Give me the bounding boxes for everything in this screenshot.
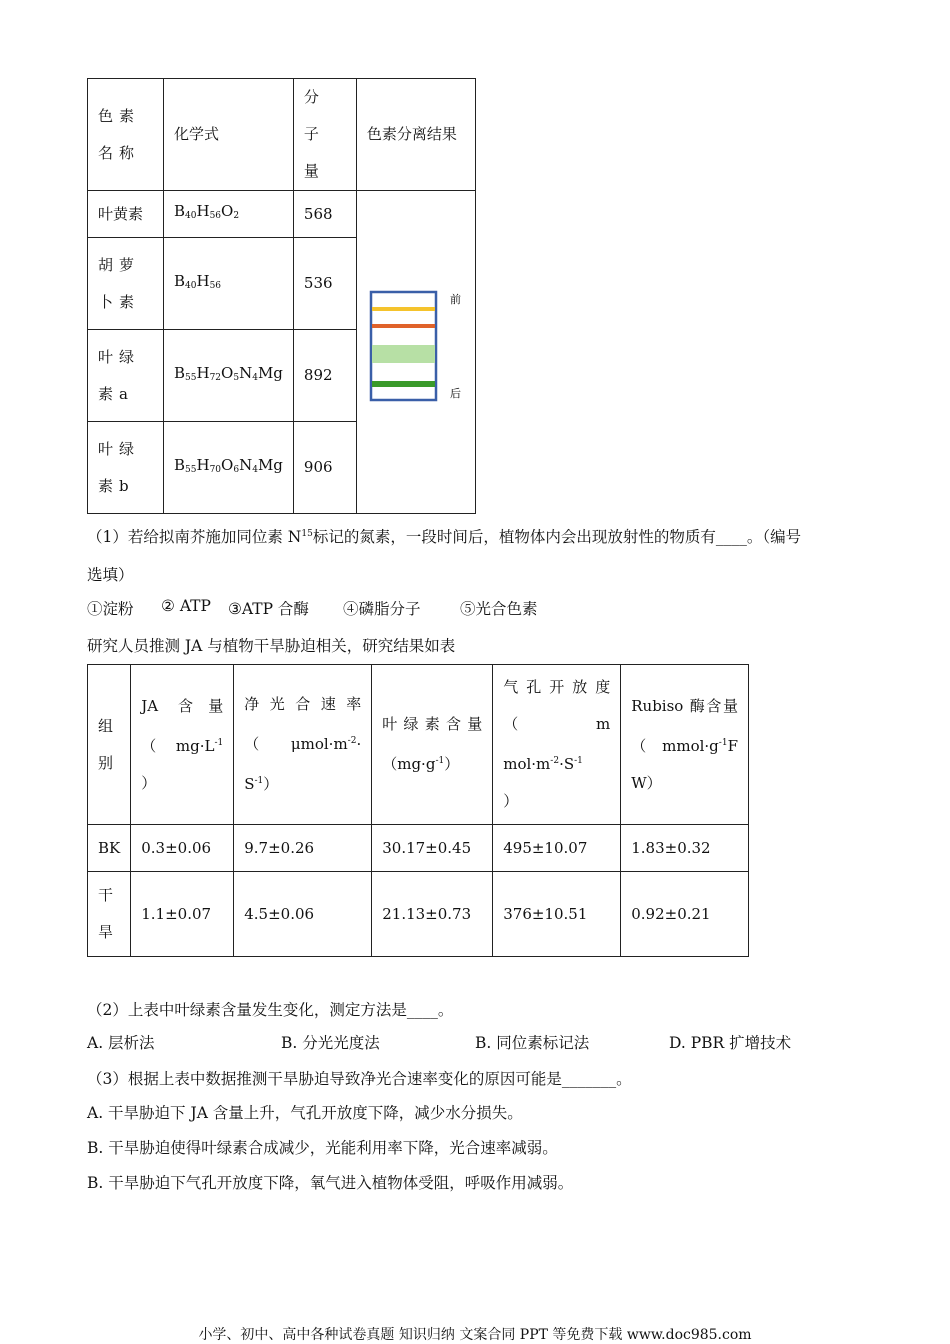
q3-option: B. 干旱胁迫使得叶绿素合成减少，光能利用率下降，光合速率减弱。 <box>87 1139 558 1157</box>
drought-table <box>87 664 749 957</box>
f: 56 <box>209 211 222 221</box>
header-pn <box>234 665 372 825</box>
q2-option: D. PBR 扩增技术 <box>669 1034 792 1052</box>
band-carotene <box>372 324 435 328</box>
t: ·S <box>559 755 575 773</box>
cell-rubisco: 1.83±0.32 <box>621 825 749 872</box>
cell-text: 干旱 <box>98 886 114 941</box>
header-text <box>503 743 610 783</box>
f: H <box>196 363 210 382</box>
t: ） <box>263 775 279 793</box>
header-formula: 化学式 <box>164 79 294 191</box>
cell-formula <box>164 422 294 514</box>
f: 6 <box>233 464 240 475</box>
f: 4 <box>252 372 258 383</box>
q3-text: （3）根据上表中数据推测干旱胁迫导致净光合速率变化的原因可能是_______。 <box>87 1070 632 1088</box>
t: （μmol·m <box>244 735 348 753</box>
t: -2 <box>347 736 357 746</box>
table-row <box>88 825 749 872</box>
q2-option: B. 同位素标记法 <box>475 1034 590 1052</box>
f: B <box>174 271 186 290</box>
q1-text: 标记的氮素，一段时间后，植物体内会出现放射性的物质有____。（编号 <box>312 528 802 546</box>
cell-chl: 30.17±0.45 <box>372 825 493 872</box>
cell-gs: 495±10.07 <box>493 825 621 872</box>
f: O <box>221 363 234 382</box>
header-text <box>382 743 482 783</box>
f: 55 <box>185 464 197 475</box>
header-text: ） <box>503 792 519 810</box>
q3-option: B. 干旱胁迫下气孔开放度下降，氧气进入植物体受阻，呼吸作用减弱。 <box>87 1174 574 1192</box>
band-chlorophyll-a <box>372 345 435 363</box>
f: H <box>196 271 210 290</box>
header-text: 色素名称 <box>98 106 141 162</box>
table-header-row <box>88 79 476 191</box>
intro-text: 研究人员推测 JA 与植物干旱胁迫相关，研究结果如表 <box>87 637 456 655</box>
f: N <box>239 363 253 382</box>
f: Mg <box>257 363 283 382</box>
q1-text: （1）若给拟南芥施加同位素 N <box>87 528 302 546</box>
f: 56 <box>209 280 222 291</box>
cell-pn: 9.7±0.26 <box>234 825 372 872</box>
front-label: 前 <box>449 293 461 306</box>
f: 5 <box>233 372 240 383</box>
header-text: W） <box>631 773 662 792</box>
cell-formula <box>164 330 294 422</box>
cell-pigment-name: 叶黄素 <box>88 191 164 238</box>
q1-option: ⑤光合色素 <box>460 600 538 618</box>
back-label: 后 <box>449 387 461 400</box>
table-row <box>88 872 749 957</box>
t: -1 <box>214 737 224 748</box>
f: B <box>174 202 186 220</box>
cell-text: 叶绿素a <box>98 347 141 403</box>
cell-group <box>88 872 131 957</box>
header-text: ） <box>141 773 157 792</box>
page-footer: 小学、初中、高中各种试卷真题 知识归纳 文案合同 PPT 等免费下载 www.doc985.com <box>198 1327 752 1343</box>
table-header-row <box>88 665 749 825</box>
f: 72 <box>209 372 222 383</box>
header-mw <box>293 79 356 191</box>
cell-pigment-name <box>88 330 164 422</box>
header-text <box>244 763 361 803</box>
t: -1 <box>718 737 728 748</box>
t: · <box>356 735 362 753</box>
header-text: Rubiso 酶含量 <box>631 696 738 715</box>
f: 55 <box>185 372 197 383</box>
header-text: 组别 <box>98 716 114 772</box>
f: 40 <box>185 211 197 221</box>
t: （mmol·g <box>631 736 719 755</box>
t: ） <box>444 755 460 773</box>
header-pigment-name <box>88 79 164 191</box>
f: O <box>221 202 234 220</box>
t: -1 <box>435 756 445 766</box>
cell-mw: 536 <box>293 238 356 330</box>
cell-pigment-name <box>88 238 164 330</box>
header-text <box>244 723 361 763</box>
cell-rubisco: 0.92±0.21 <box>621 872 749 957</box>
t: F <box>727 736 738 755</box>
q1-option: ③ATP 合酶 <box>228 600 309 618</box>
q1-option: ④磷脂分子 <box>343 600 421 618</box>
cell-text: 叶绿素b <box>98 439 141 495</box>
cell-ja: 0.3±0.06 <box>131 825 234 872</box>
t: -2 <box>550 756 560 766</box>
f: H <box>196 455 210 474</box>
q1-line-1 <box>87 525 801 547</box>
header-text: 分子量 <box>303 88 333 180</box>
pigment-table <box>87 78 476 514</box>
chromatography-strip <box>357 191 475 513</box>
cell-formula <box>164 238 294 330</box>
t: S <box>244 775 255 793</box>
t: -1 <box>574 756 583 766</box>
f: N <box>239 455 253 474</box>
header-text: JA 含量 <box>141 696 224 715</box>
f: B <box>174 363 186 382</box>
header-text: 净光合速率 <box>244 695 362 713</box>
q1-option: ①淀粉 <box>87 600 134 618</box>
cell-mw: 906 <box>293 422 356 514</box>
f: 4 <box>252 464 258 475</box>
band-lutein <box>372 307 435 311</box>
q2-text: （2）上表中叶绿素含量发生变化，测定方法是____。 <box>87 1001 454 1019</box>
cell-group: BK <box>88 825 131 872</box>
header-text <box>631 725 738 765</box>
q1-sup: 15 <box>301 529 313 539</box>
band-chlorophyll-b <box>372 381 435 387</box>
header-ja <box>131 665 234 825</box>
header-rubisco <box>621 665 749 825</box>
f: H <box>196 202 210 220</box>
header-text: （m <box>503 715 611 733</box>
cell-mw: 568 <box>293 191 356 238</box>
q3-option: A. 干旱胁迫下 JA 含量上升，气孔开放度下降，减少水分损失。 <box>87 1104 523 1122</box>
t: （mg·L <box>141 736 215 755</box>
cell-ja: 1.1±0.07 <box>131 872 234 957</box>
f: 2 <box>233 211 240 221</box>
f: 40 <box>185 280 197 291</box>
cell-mw: 892 <box>293 330 356 422</box>
cell-gs: 376±10.51 <box>493 872 621 957</box>
header-gs <box>493 665 621 825</box>
table-row <box>88 191 476 238</box>
q1-line-2: 选填） <box>87 566 134 584</box>
f: O <box>221 455 234 474</box>
cell-text: 胡萝卜素 <box>98 255 141 311</box>
t: -1 <box>254 776 264 786</box>
q1-option: ② ATP <box>161 597 211 615</box>
f: B <box>174 455 186 474</box>
header-text: 气孔开放度 <box>503 678 611 696</box>
header-text: 叶绿素含量 <box>382 715 483 733</box>
header-text <box>141 725 223 765</box>
cell-chl: 21.13±0.73 <box>372 872 493 957</box>
f: 70 <box>209 464 222 475</box>
q2-option: A. 层析法 <box>87 1034 155 1052</box>
header-group <box>88 665 131 825</box>
cell-pigment-name <box>88 422 164 514</box>
cell-pn: 4.5±0.06 <box>234 872 372 957</box>
header-separation: 色素分离结果 <box>356 79 475 191</box>
cell-formula <box>164 191 294 238</box>
f: Mg <box>257 455 283 474</box>
header-chl <box>372 665 493 825</box>
q2-option: B. 分光光度法 <box>281 1034 380 1052</box>
separation-result-cell <box>356 191 475 514</box>
t: （mg·g <box>382 755 436 773</box>
t: mol·m <box>503 755 551 773</box>
